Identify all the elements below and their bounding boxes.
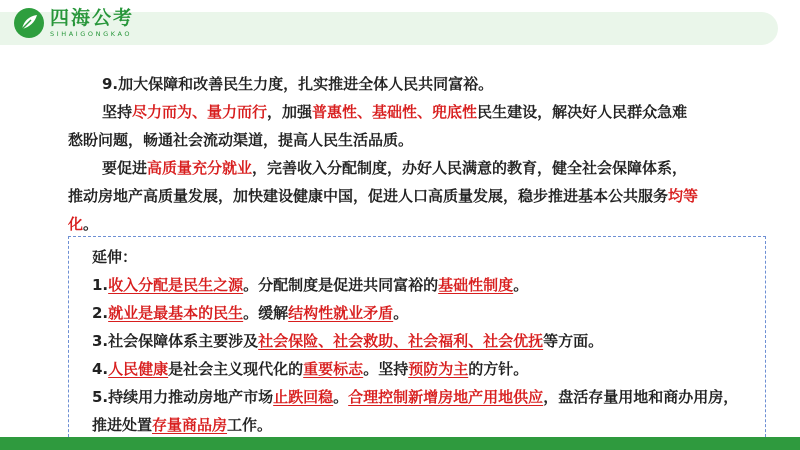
text: 5.持续用力推动房地产市场	[92, 388, 274, 406]
paragraph-1-line-2: 愁盼问题，畅通社会流动渠道，提高人民生活品质。	[68, 131, 414, 149]
highlight-text: 就业是最基本的民生	[108, 304, 244, 322]
brand-logo	[14, 6, 134, 40]
text: 推动房地产高质量发展，加快建设健康中国，促进人口高质量发展，稳步推进基本公共服务	[68, 187, 669, 205]
paragraph-2-line-2	[68, 182, 738, 210]
text: 的方针。	[468, 360, 529, 378]
extension-item-4	[92, 355, 762, 383]
logo-pinyin-text: SIHAIGONGKAO	[50, 29, 133, 38]
text: 1.	[92, 276, 109, 294]
highlight-text: 预防为主	[408, 360, 469, 378]
text: 等方面。	[543, 332, 604, 350]
text: 要促进	[102, 159, 148, 177]
highlight-text: 普惠性、基础性、兜底性	[312, 103, 478, 121]
text: 4.	[92, 360, 109, 378]
highlight-text: 合理控制新增房地产用地供应	[348, 388, 544, 406]
highlight-text: 化	[68, 215, 84, 233]
footer-bar	[0, 437, 800, 450]
text: ，盘活存量用地和商办用房，	[543, 388, 739, 406]
highlight-text: 存量商品房	[152, 416, 228, 434]
extension-title: 延伸：	[92, 248, 138, 266]
logo-chinese-text: 四海公考	[50, 6, 135, 29]
paragraph-2-line-3	[68, 210, 738, 238]
text: 。缓解	[243, 304, 289, 322]
text: 。坚持	[363, 360, 409, 378]
main-content	[68, 70, 738, 238]
highlight-text: 重要标志	[303, 360, 364, 378]
paragraph-1-line-1	[68, 98, 738, 126]
text: 2.	[92, 304, 109, 322]
text: 。分配制度是促进共同富裕的	[243, 276, 439, 294]
highlight-text: 止跌回稳	[273, 388, 334, 406]
text: ，加强	[267, 103, 313, 121]
text: 3.社会保障体系主要涉及	[92, 332, 259, 350]
extension-item-3	[92, 327, 762, 355]
extension-item-5-line-2	[92, 411, 762, 439]
text: 是社会主义现代化的	[168, 360, 304, 378]
extension-item-2	[92, 299, 762, 327]
highlight-text: 结构性就业矛盾	[288, 304, 394, 322]
extension-item-5-line-1	[92, 383, 762, 411]
highlight-text: 尽力而为、量力而行	[132, 103, 268, 121]
text: 。	[333, 388, 349, 406]
highlight-text: 均等	[668, 187, 699, 205]
highlight-text: 收入分配是民生之源	[108, 276, 244, 294]
text: 。	[83, 215, 99, 233]
text: ，完善收入分配制度，办好人民满意的教育，健全社会保障体系，	[252, 159, 688, 177]
extension-content	[92, 243, 762, 439]
extension-item-1	[92, 271, 762, 299]
highlight-text: 社会保险、社会救助、社会福利、社会优抚	[258, 332, 544, 350]
paragraph-2-line-1	[68, 154, 738, 182]
text: 。	[513, 276, 529, 294]
highlight-text: 人民健康	[108, 360, 169, 378]
text: 推进处置	[92, 416, 153, 434]
text: 坚持	[102, 103, 133, 121]
text: 民生建设，解决好人民群众急难	[477, 103, 688, 121]
text: 工作。	[227, 416, 273, 434]
leaf-logo-icon	[14, 8, 44, 38]
section-heading: 9.加大保障和改善民生力度，扎实推进全体人民共同富裕。	[102, 75, 494, 93]
text: 。	[393, 304, 409, 322]
highlight-text: 基础性制度	[438, 276, 514, 294]
highlight-text: 高质量充分就业	[147, 159, 253, 177]
